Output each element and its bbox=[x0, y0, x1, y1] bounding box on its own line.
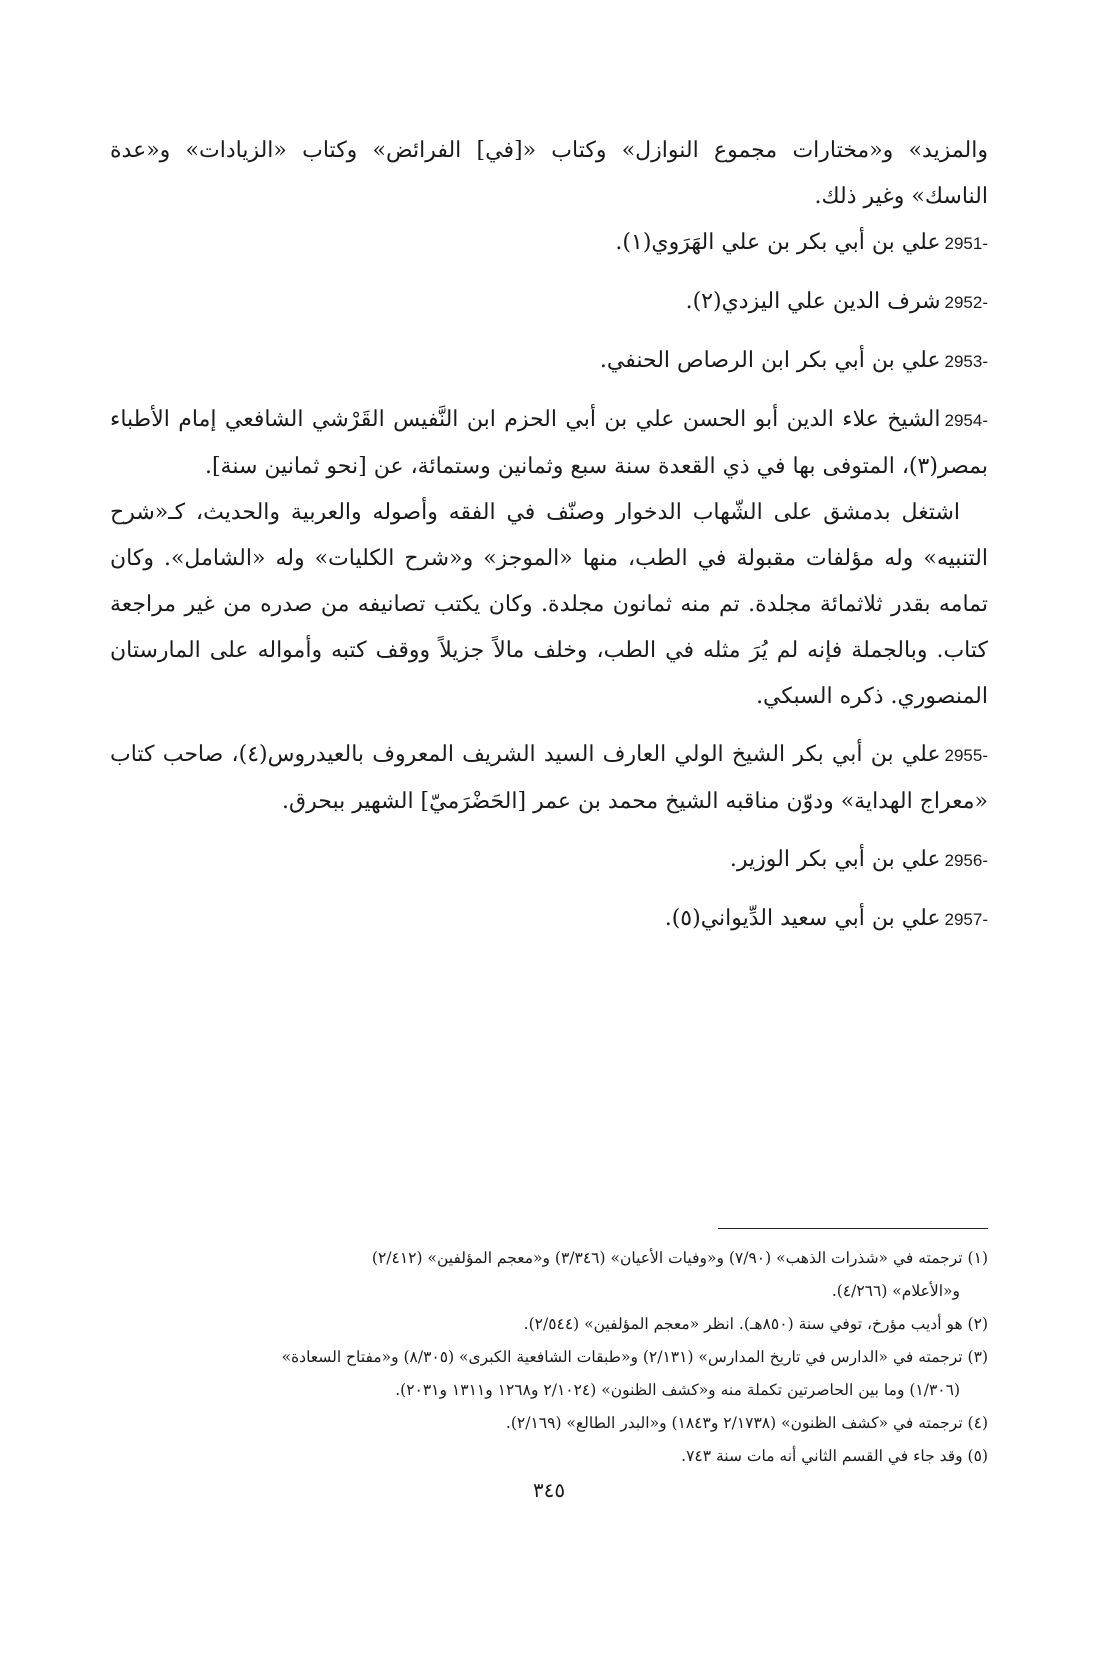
entry-text: علي بن أبي بكر الوزير. bbox=[729, 847, 941, 872]
footnote-4: (٤) ترجمته في «كشف الظنون» (٢/١٧٣٨ و١٨٤٣) و«البدر الطالع» (٢/١٦٩). bbox=[505, 1414, 988, 1432]
entry-number: 2954- bbox=[944, 411, 988, 430]
entry-number: 2952- bbox=[944, 293, 988, 312]
intro-paragraph: والمزيد» و«مختارات مجموع النوازل» وكتاب «[في] الفرائض» وكتاب «الزيادات» و«عدة الناسك» وغير ذلك. bbox=[110, 138, 988, 209]
footnote-1: (١) ترجمته في «شذرات الذهب» (٧/٩٠) و«وفيات الأعيان» (٣/٣٤٦) و«معجم المؤلفين» (٢/٤١٢) bbox=[371, 1249, 988, 1267]
entry-text: علي بن أبي سعيد الدِّيواني(٥). bbox=[664, 906, 941, 931]
footnote-1-continuation: و«الأعلام» (٤/٢٦٦). bbox=[831, 1282, 960, 1300]
entry-number: 2953- bbox=[944, 352, 988, 371]
footnotes bbox=[110, 1242, 988, 1473]
entry-2954 bbox=[110, 397, 988, 490]
entry-2952 bbox=[110, 279, 988, 326]
entry-text: علي بن أبي بكر بن علي الهَرَوي(١). bbox=[615, 230, 941, 255]
footnote-separator bbox=[718, 1228, 988, 1229]
entry-text: علي بن أبي بكر ابن الرصاص الحنفي. bbox=[599, 348, 941, 373]
entry-2955 bbox=[110, 732, 988, 825]
footnote-3-continuation: (١/٣٠٦) وما بين الحاصرتين تكملة منه و«كشف الظنون» (٢/١٠٢٤ و١٢٦٨ و١٣١١ و٢٠٣١). bbox=[395, 1381, 960, 1399]
entry-number: 2951- bbox=[944, 234, 988, 253]
footnote-5: (٥) وقد جاء في القسم الثاني أنه مات سنة ٧٤٣. bbox=[681, 1447, 988, 1465]
footnote-2: (٢) هو أديب مؤرخ، توفي سنة (٨٥٠هـ). انظر «معجم المؤلفين» (٢/٥٤٤). bbox=[523, 1315, 988, 1333]
entry-text: شرف الدين علي اليزدي(٢). bbox=[685, 289, 941, 314]
entry-2954-detail: اشتغل بدمشق على الشّهاب الدخوار وصنّف في الفقه وأصوله والعربية والحديث، كـ«شرح التنبيه» وله مؤلفات مقبولة في الطب، منها «الموجز» و«شرح الكليات» وله «الشامل». وكان تمامه بقدر ثلاثمائة مجلدة. تم منه ثمانون مجلدة. وكان يكتب تصانيفه من صدره من غير مراجعة كتاب. وبالجملة فإنه لم يُرَ مثله في الطب، وخلف مالاً جزيلاً ووقف كتبه وأمواله على المارستان المنصوري. ذكره السبكي. bbox=[110, 500, 988, 709]
entry-number: 2956- bbox=[944, 851, 988, 870]
entry-2953 bbox=[110, 338, 988, 385]
entry-text: الشيخ علاء الدين أبو الحسن علي بن أبي الحزم ابن النَّفيس القَرْشي الشافعي إمام الأطباء بمصر(٣)، المتوفى بها في ذي القعدة سنة سبع وثمانين وستمائة، عن [نحو ثمانين سنة]. bbox=[110, 407, 988, 479]
entry-2957 bbox=[110, 896, 988, 943]
page-number: ٣٤٥ bbox=[532, 1478, 566, 1502]
entry-number: 2957- bbox=[944, 910, 988, 929]
entry-2951 bbox=[110, 220, 988, 267]
entry-text: علي بن أبي بكر الشيخ الولي العارف السيد الشريف المعروف بالعيدروس(٤)، صاحب كتاب «معراج الهداية» ودوّن مناقبه الشيخ محمد بن عمر [الحَضْرَميّ] الشهير ببحرق. bbox=[110, 742, 988, 814]
main-text bbox=[110, 128, 988, 955]
footnote-3: (٣) ترجمته في «الدارس في تاريخ المدارس» (٢/١٣١) و«طبقات الشافعية الكبرى» (٨/٣٠٥) و«مفتاح السعادة» bbox=[281, 1348, 988, 1366]
entry-number: 2955- bbox=[944, 746, 988, 765]
entry-2956 bbox=[110, 837, 988, 884]
